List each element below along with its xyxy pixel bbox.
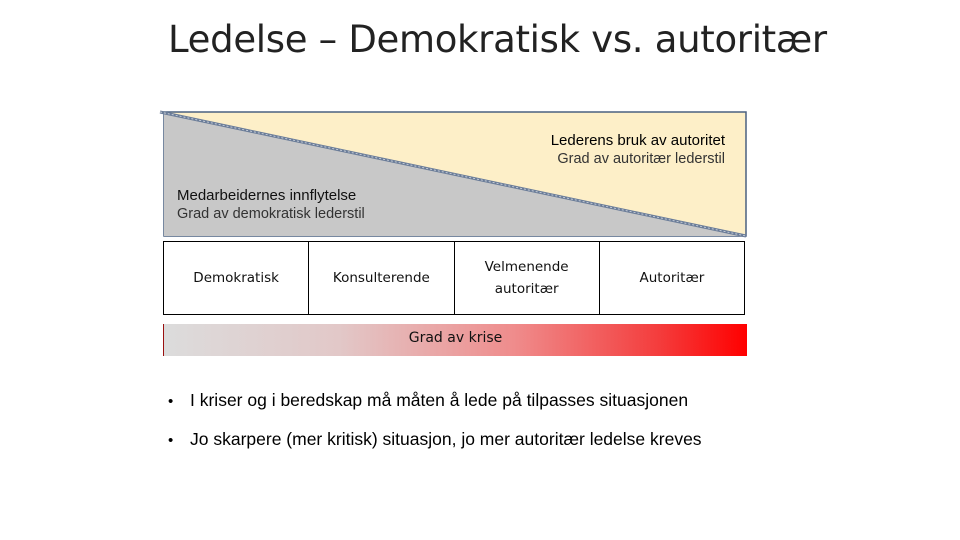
leadership-styles-row xyxy=(163,241,745,315)
crisis-label: Grad av krise xyxy=(408,330,503,346)
crisis-gradient-bar xyxy=(163,324,747,356)
page-title: Ledelse – Demokratisk vs. autoritær xyxy=(168,18,827,61)
leader-authority-title: Lederens bruk av autoritet xyxy=(550,132,725,149)
bullet-list xyxy=(168,390,702,468)
staff-influence-title: Medarbeidernes innflytelse xyxy=(177,187,357,204)
bullet-text: Jo skarpere (mer kritisk) situasjon, jo mer autoritær ledelse kreves xyxy=(190,429,702,449)
style-consultative: Konsulterende xyxy=(309,242,454,314)
list-item xyxy=(168,429,702,450)
style-democratic: Demokratisk xyxy=(164,242,309,314)
bullet-text: I kriser og i beredskap må måten å lede på tilpasses situasjonen xyxy=(190,390,689,410)
style-authoritarian: Autoritær xyxy=(639,270,705,286)
bullet-icon: • xyxy=(168,393,174,410)
style-benevolent-authoritarian: Velmenende autoritær xyxy=(455,242,600,314)
staff-influence-label xyxy=(177,187,365,223)
list-item xyxy=(168,390,702,411)
leader-authority-label xyxy=(551,132,725,168)
bullet-icon: • xyxy=(168,432,174,449)
leader-authority-subtitle: Grad av autoritær lederstil xyxy=(557,151,725,167)
staff-influence-subtitle: Grad av demokratisk lederstil xyxy=(177,206,365,222)
